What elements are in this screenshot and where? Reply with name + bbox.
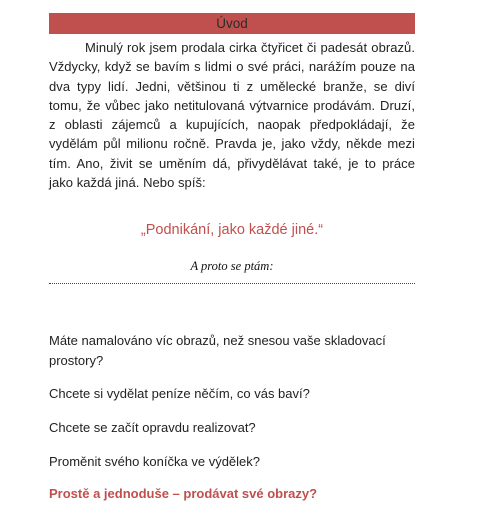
question-item: Proměnit svého koníčka ve výdělek? — [49, 454, 260, 469]
closing-question: Prostě a jednoduše – prodávat své obrazy? — [49, 486, 318, 501]
question-item: Chcete se začít opravdu realizovat? — [49, 420, 256, 435]
intro-paragraph — [49, 38, 415, 192]
intro-text: Minulý rok jsem prodala cirka čtyřicet či padesát obrazů. Vždycky, když se bavím s lidmi o své práci, narážím pouze na dva typy lidí. Jedni, většinou ti z umělecké branže, se diví tomu, že vůbec jako netitulovaná výtvarnice prodávám. Druzí, z oblasti zájemců a kupujících, naopak předpokládají, že vydělám půl milionu ročně. Pravda je, jako vždy, někde mezi tím. Ano, živit se uměním dá, přivydělávat také, je to práce jako každá jiná. Nebo spíš: — [49, 40, 415, 191]
lead-in-text: A proto se ptám: — [190, 259, 274, 273]
highlight-quote: „Podnikání, jako každé jiné.“ — [140, 222, 324, 238]
question-item: Chcete si vydělat peníze něčím, co vás baví? — [49, 386, 310, 401]
dotted-divider — [49, 283, 415, 284]
question-item: Máte namalováno víc obrazů, než snesou vaše skladovací prostory? — [49, 333, 386, 368]
section-heading: Úvod — [49, 13, 415, 34]
